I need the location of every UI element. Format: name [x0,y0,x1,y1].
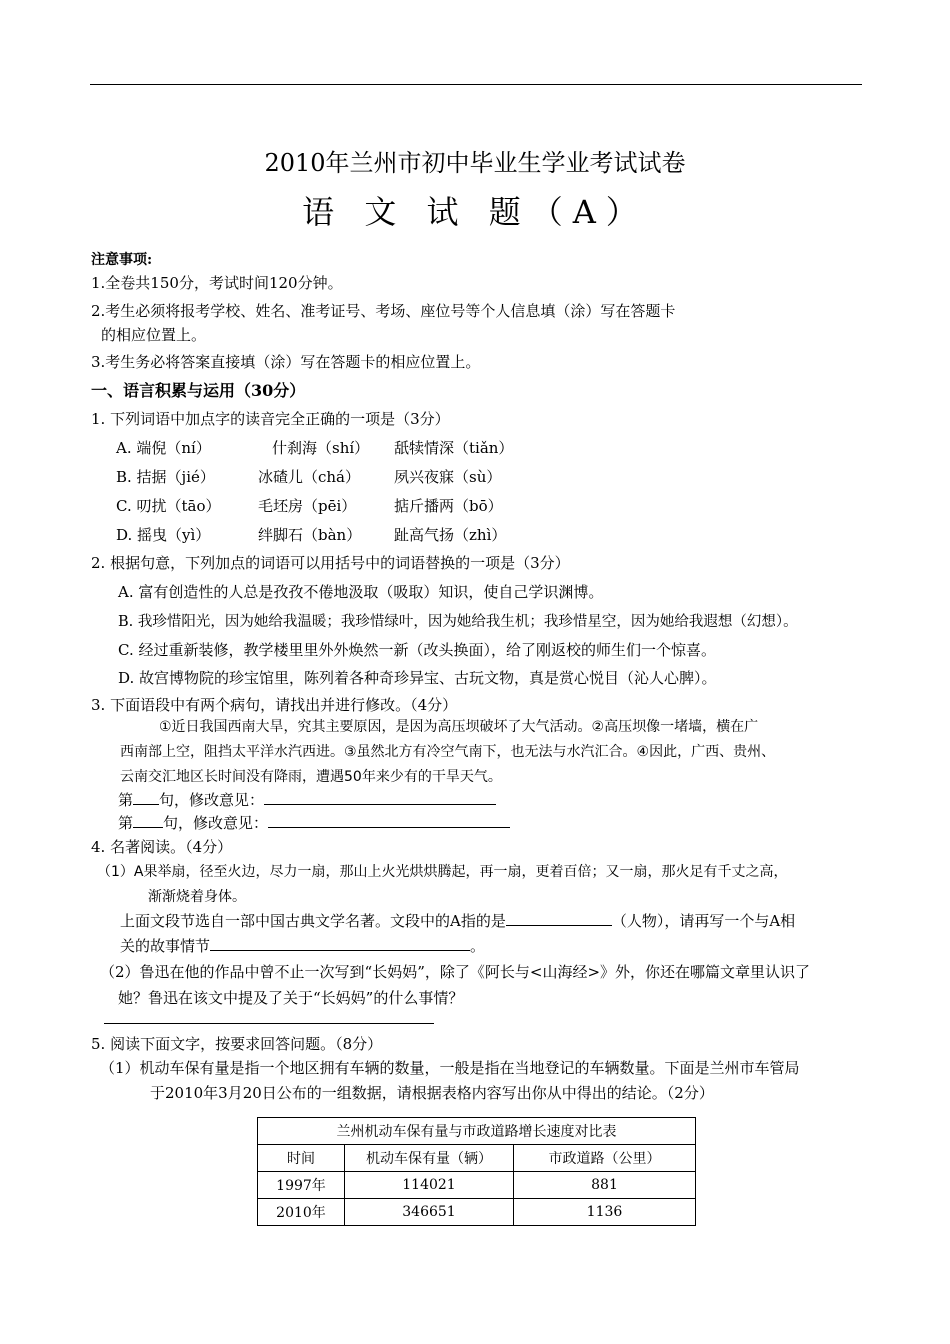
subject-title: 语 文 试 题（A） [302,193,648,231]
question-text: 上面文段节选自一部中国古典文学名著。文段中的A指的是 [120,912,506,930]
passage-line: 云南交汇地区长时间没有降雨，遭遇50年来少有的干旱天气。 [120,769,502,785]
option-b-word3: 夙兴夜寐（sù） [394,468,502,486]
table-cell: 114021 [345,1172,514,1199]
option-d: D. 故宫博物院的珍宝馆里，陈列着各种奇珍异宝、古玩文物，真是赏心悦目（沁人心脾）。 [118,669,717,687]
section-heading: 一、语言积累与运用（30分） [91,381,306,400]
sentence-number-blank[interactable] [133,790,159,805]
data-table [257,1117,696,1226]
question-text: 。 [470,937,486,955]
question-line: （2）鲁迅在他的作品中曾不止一次写到“长妈妈”，除了《阿长与<山海经>》外，你还在哪篇文章里认识了 [100,963,811,981]
option-a-word3: 舐犊情深（tiǎn） [394,439,514,457]
notice-heading: 注意事项: [91,252,153,268]
question-stem: 2. 根据句意，下列加点的词语可以用括号中的词语替换的一项是（3分） [91,554,570,572]
passage-line: ①近日我国西南大旱，究其主要原因，是因为高压坝破坏了大气活动。②高压坝像一堵墙，横在广 [159,719,759,735]
answer-label: 句，修改意见： [163,814,269,832]
answer-blank-line[interactable] [104,1023,434,1024]
table-cell: 1997年 [258,1172,345,1199]
option-a: A. 端倪（ní） [116,439,211,457]
answer-label: 第 [118,814,134,832]
option-c-word3: 掂斤播两（bō） [394,497,503,515]
table-cell: 346651 [345,1199,514,1226]
question-stem: 3. 下面语段中有两个病句，请找出并进行修改。（4分） [91,696,458,714]
passage-line: 渐渐烧着身体。 [148,889,246,905]
table-cell: 1136 [514,1199,696,1226]
option-c-word2: 毛坯房（pēi） [258,497,357,515]
notice-item: 2.考生必须将报考学校、姓名、准考证号、考场、座位号等个人信息填（涂）写在答题卡 [91,302,676,320]
notice-item: 1.全卷共150分，考试时间120分钟。 [91,274,343,292]
answer-line-2 [118,812,510,833]
option-d-word3: 趾高气扬（zhì） [394,526,507,544]
question-text: 关的故事情节 [120,937,211,955]
table-row [258,1199,696,1226]
option-b-word2: 冰碴儿（chá） [258,468,361,486]
question-line [120,935,485,956]
plot-blank[interactable] [210,936,470,951]
notice-item: 的相应位置上。 [101,326,207,344]
option-a: A. 富有创造性的人总是孜孜不倦地汲取（吸取）知识，使自己学识渊博。 [118,583,604,601]
passage-line: 西南部上空，阻挡太平洋水汽西进。③虽然北方有冷空气南下，也无法与水汽汇合。④因此，广西、贵州、 [120,744,776,760]
table-cell: 2010年 [258,1199,345,1226]
question-stem: 4. 名著阅读。（4分） [91,838,233,856]
notice-item: 3.考生务必将答案直接填（涂）写在答题卡的相应位置上。 [91,353,481,371]
question-line: 她？鲁迅在该文中提及了关于“长妈妈”的什么事情？ [118,989,464,1007]
passage-line: （1）A果举扇，径至火边，尽力一扇，那山上火光烘烘腾起，再一扇，更着百倍；又一扇，那火足有千丈之高， [97,864,788,880]
option-a-word2: 什刹海（shí） [272,439,370,457]
answer-label: 句，修改意见： [159,791,265,809]
header-rule [90,84,862,85]
table-header: 机动车保有量（辆） [345,1145,514,1172]
revision-blank[interactable] [268,813,510,828]
answer-label: 第 [118,791,134,809]
option-d: D. 摇曳（yì） [116,526,211,544]
question-stem: 5. 阅读下面文字，按要求回答问题。（8分） [91,1035,383,1053]
option-b: B. 拮据（jié） [116,468,215,486]
option-c: C. 经过重新装修，教学楼里里外外焕然一新（改头换面），给了刚返校的师生们一个惊喜。 [118,641,716,659]
question-line: 于2010年3月20日公布的一组数据，请根据表格内容写出你从中得出的结论。（2分） [150,1084,714,1102]
answer-line-1 [118,789,496,810]
question-line [120,910,795,931]
character-blank[interactable] [506,911,612,926]
table-header: 市政道路（公里） [514,1145,696,1172]
table-row [258,1172,696,1199]
exam-title: 2010年兰州市初中毕业生学业考试试卷 [264,149,686,177]
table-caption: 兰州机动车保有量与市政道路增长速度对比表 [258,1118,696,1145]
sentence-number-blank[interactable] [133,813,163,828]
question-stem: 1. 下列词语中加点字的读音完全正确的一项是（3分） [91,410,450,428]
table-cell: 881 [514,1172,696,1199]
option-b: B. 我珍惜阳光，因为她给我温暖；我珍惜绿叶，因为她给我生机；我珍惜星空，因为她给我遐想（幻想）。 [118,614,798,630]
table-header: 时间 [258,1145,345,1172]
option-d-word2: 绊脚石（bàn） [258,526,362,544]
question-line: （1）机动车保有量是指一个地区拥有车辆的数量，一般是指在当地登记的车辆数量。下面是兰州市车管局 [100,1059,800,1077]
revision-blank[interactable] [264,790,496,805]
option-c: C. 叨扰（tāo） [116,497,221,515]
question-text: （人物），请再写一个与A相 [611,912,796,930]
